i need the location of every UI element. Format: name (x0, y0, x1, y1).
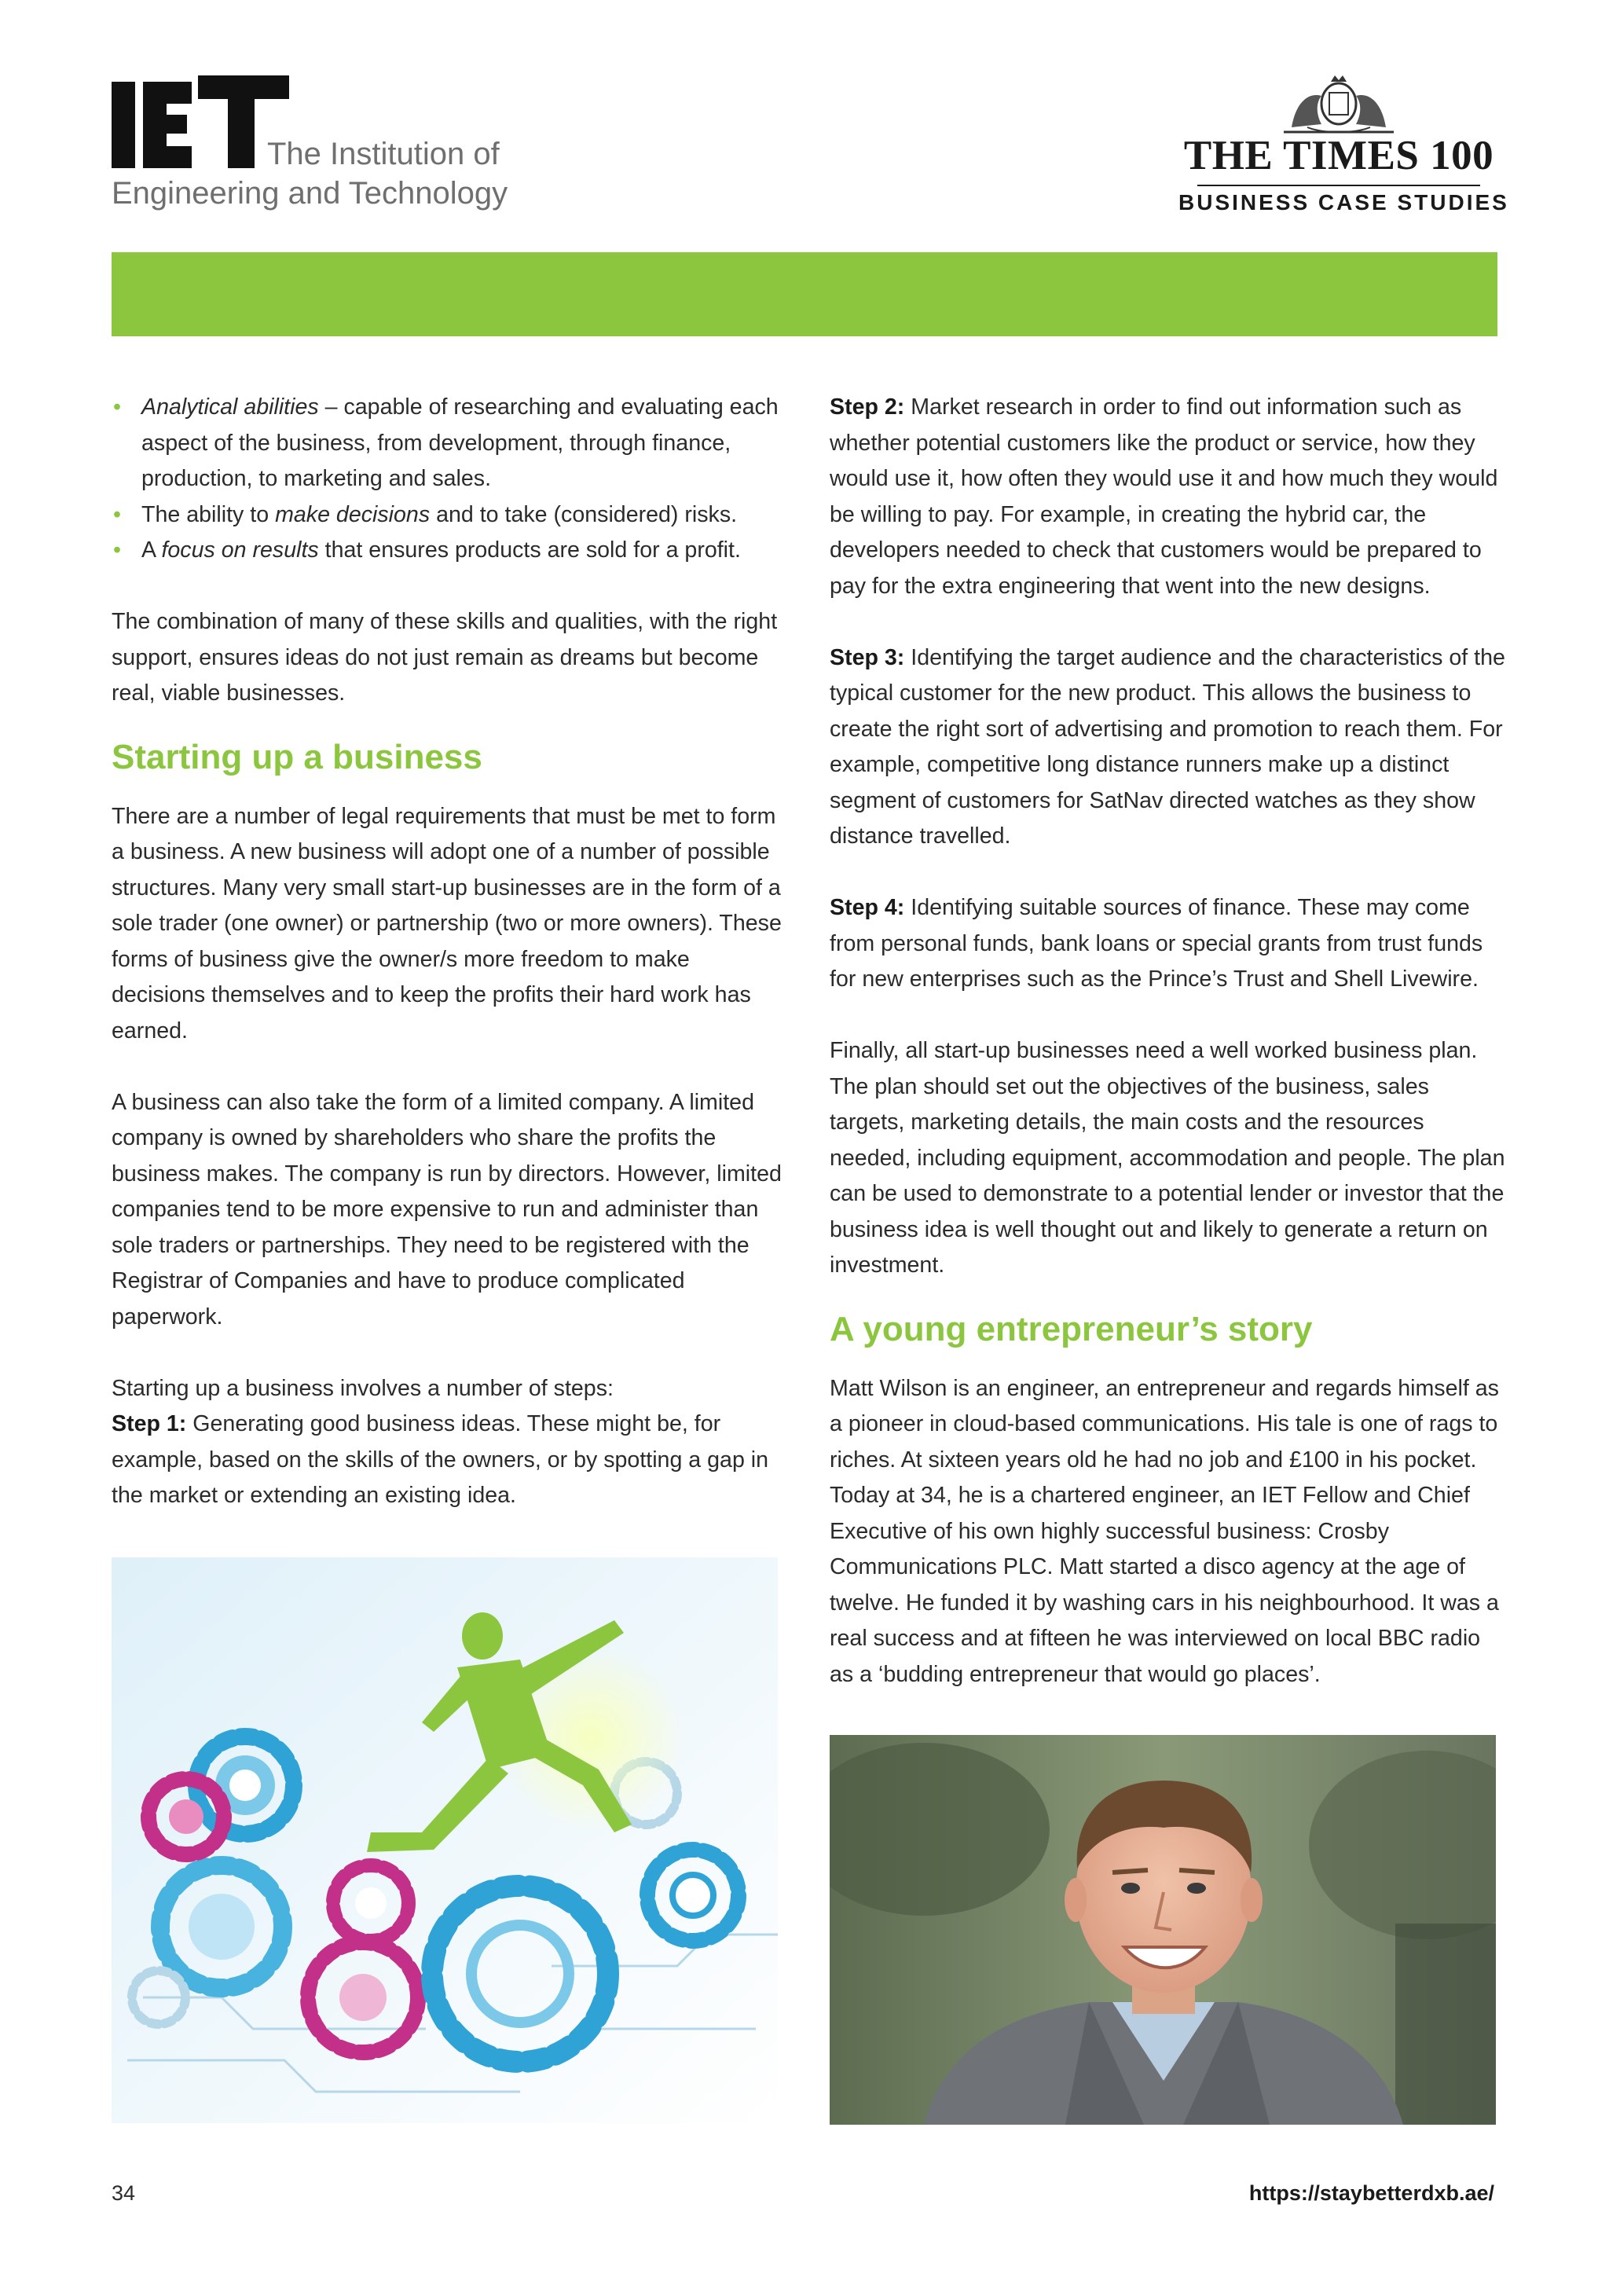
bullet-icon: • (113, 394, 122, 420)
right-column (830, 390, 1507, 1693)
step-label: Step 1: (112, 1411, 187, 1436)
list-item: • Analytical abilities – capable of researching and evaluating each aspect of the business, from development, through finance, production, to marketing and sales. (112, 390, 789, 497)
step-1: Step 1: Generating good business ideas. These might be, for example, based on the skills of the owners, or by spotting a gap in the market or extending an existing idea. (112, 1411, 769, 1508)
gears-illustration (112, 1557, 778, 2123)
iet-name-line1: The Institution of (267, 137, 500, 171)
paragraph-story: Matt Wilson is an engineer, an entrepreneur and regards himself as a pioneer in cloud-based communications. His tale is one of rags to riches. At sixteen years old he had no job and £100 in his pocket. Today at 34, he is a chartered engineer, an IET Fellow and Chief Executive of his own highly successful business: Crosby Communications PLC. Matt started a disco agency at the age of twelve. He funded it by washing cars in his neighbourhood. It was a real success and at fifteen he was interviewed on local BBC radio as a ‘budding entrepreneur that would go places’. (830, 1375, 1499, 1687)
green-banner (112, 252, 1497, 336)
paragraph-legal: There are a number of legal requirements that must be met to form a business. A new business will adopt one of a number of possible structures. Many very small start-up businesses are in the form of a sole trader (one owner) or partnership (two or more owners). These forms of business give the owner/s more freedom to make decisions themselves and to keep the profits their hard work has earned. (112, 803, 782, 1043)
list-item: • The ability to make decisions and to take (considered) risks. (112, 497, 789, 534)
list-item: • A focus on results that ensures products are sold for a profit. (112, 533, 789, 569)
step-label: Step 4: (830, 895, 905, 920)
royal-crest-icon (1260, 72, 1417, 135)
iet-name-line2: Engineering and Technology (112, 176, 508, 211)
times-100-title: THE TIMES 100 (1183, 133, 1494, 178)
times-divider (1197, 185, 1480, 186)
times-100-subtitle: BUSINESS CASE STUDIES (1178, 190, 1509, 215)
heading-starting-up: Starting up a business (112, 737, 482, 776)
left-column (112, 390, 789, 1514)
step-label: Step 3: (830, 644, 905, 670)
paragraph-business-plan: Finally, all start-up businesses need a well worked business plan. The plan should set out the objectives of the business, sales targets, marketing details, the main costs and the resources needed, including equipment, accommodation and people. The plan can be used to demonstrate to a potential lender or investor that the business idea is well thought out and likely to generate a return on investment. (830, 1038, 1505, 1278)
page-number: 34 (112, 2181, 136, 2205)
bullet-icon: • (113, 537, 122, 563)
emphasis-text: Analytical abilities (141, 394, 319, 420)
emphasis-text: focus on results (161, 537, 319, 563)
iet-logo (112, 75, 552, 225)
heading-entrepreneur-story: A young entrepreneur’s story (830, 1309, 1313, 1348)
step-3: Step 3: Identifying the target audience and the characteristics of the typical customer for the new product. This allows the business to create the right sort of advertising and promotion to reach them. For example, competitive long distance runners make up a distinct segment of customers for SatNav directed watches as they show distance travelled. (830, 644, 1505, 849)
step-label: Step 2: (830, 394, 905, 420)
matt-wilson-photo (830, 1735, 1496, 2125)
paragraph-steps-intro: Starting up a business involves a number of steps: (112, 1375, 614, 1401)
bullet-icon: • (113, 501, 122, 527)
paragraph-limited-company: A business can also take the form of a limited company. A limited company is owned by shareholders who share the profits the business makes. The company is run by directors. However, limited companies tend to be more expensive to run and administer than sole traders or partnerships. They need to be registered with the Registrar of Companies and have to produce complicated paperwork. (112, 1089, 782, 1330)
step-4: Step 4: Identifying suitable sources of finance. These may come from personal funds, bank loans or special grants from trust funds for new enterprises such as the Prince’s Trust and Shell Livewire. (830, 895, 1483, 992)
times-100-logo (1178, 72, 1509, 222)
iet-logo-mark (112, 75, 289, 168)
paragraph-combination: The combination of many of these skills and qualities, with the right support, ensures ideas do not just remain as dreams but become real, viable businesses. (112, 609, 778, 706)
footer-url-link[interactable]: https://staybetterdxb.ae/ (1248, 2181, 1494, 2205)
qualities-list (112, 390, 789, 569)
emphasis-text: make decisions (275, 501, 431, 527)
step-2: Step 2: Market research in order to find out information such as whether potential customers like the product or service, how they would use it, how often they would use it and how much they would be willing to pay. For example, in creating the hybrid car, the developers needed to check that customers would be prepared to pay for the extra engineering that went into the new designs. (830, 394, 1498, 599)
